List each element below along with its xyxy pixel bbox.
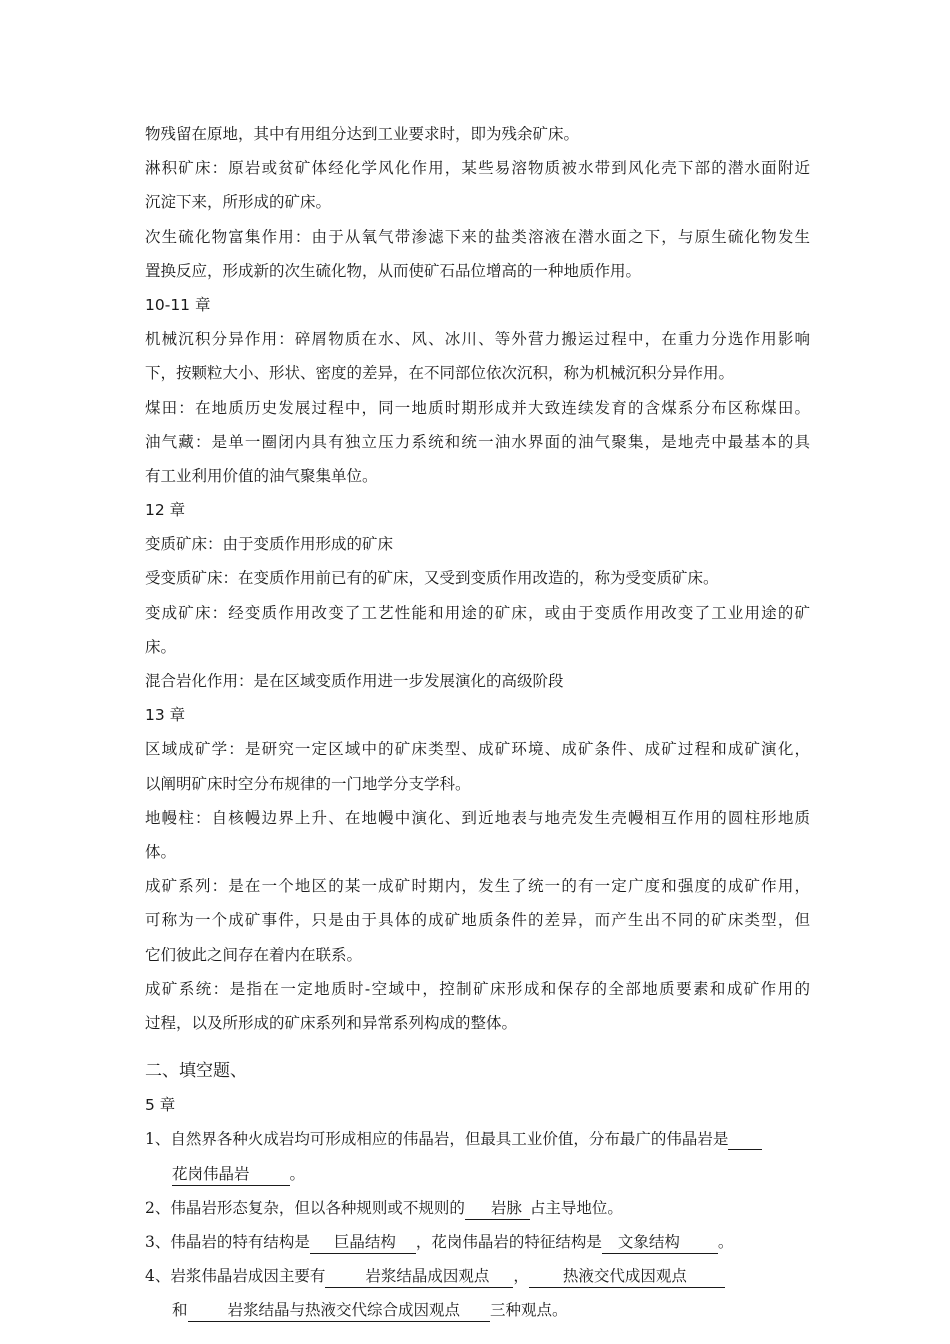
answer-text: 岩浆结晶与热液交代综合成因观点 — [188, 1299, 491, 1322]
question-text: 占主导地位。 — [529, 1198, 623, 1217]
question-text: 3、伟晶岩的特有结构是 — [145, 1233, 310, 1251]
text-line: 受变质矿床：在变质作用前已有的矿床，又受到变质作用改造的，称为受变质矿床。 — [145, 569, 719, 588]
question-text: ， — [513, 1267, 529, 1286]
question-text: 2、伟晶岩形态复杂，但以各种规则或不规则的 — [145, 1198, 465, 1217]
text-line: 煤田：在地质历史发展过程中，同一地质时期形成并大致连续发育的含煤系分布区称煤田。 — [145, 398, 810, 417]
question-1 — [145, 1122, 810, 1156]
page-content — [145, 117, 810, 1328]
answer-text: 热液交代成因观点 — [529, 1265, 725, 1288]
answer-blank — [728, 1129, 762, 1150]
text-line: 油气藏：是单一圈闭内具有独立压力系统和统一油水界面的油气聚集，是地壳中最基本的具 — [145, 432, 810, 451]
text-line: 可称为一个成矿事件，只是由于具体的成矿地质条件的差异，而产生出不同的矿床类型，但 — [145, 911, 810, 930]
question-text: 三种观点。 — [490, 1301, 568, 1320]
answer-text: 文象结构 — [602, 1231, 718, 1254]
question-1-continued — [145, 1157, 810, 1191]
text-line: 变成矿床：经变质作用改变了工艺性能和用途的矿床，或由于变质作用改变了工业用途的矿 — [145, 603, 810, 622]
text-line: 成矿系列：是在一个地区的某一成矿时期内，发生了统一的有一定广度和强度的成矿作用， — [145, 877, 810, 896]
chapter-heading: 12 章 — [145, 501, 186, 520]
section-gap — [145, 1040, 810, 1054]
chapter-heading: 5 章 — [145, 1096, 176, 1115]
text-line: 地幔柱：自核幔边界上升、在地幔中演化、到近地表与地壳发生壳幔相互作用的圆柱形地质 — [145, 808, 810, 827]
answer-text: 岩脉 — [465, 1197, 530, 1220]
question-text: 1、自然界各种火成岩均可形成相应的伟晶岩，但最具工业价值，分布最广的伟晶岩是 — [145, 1130, 729, 1149]
question-4-continued — [145, 1293, 810, 1327]
text-line: 机械沉积分异作用：碎屑物质在水、风、冰川、等外营力搬运过程中，在重力分选作用影响 — [145, 330, 810, 349]
answer-text: 花岗伟晶岩 — [172, 1163, 290, 1186]
question-text: 。 — [289, 1164, 306, 1183]
question-4 — [145, 1259, 810, 1293]
text-line: 有工业利用价值的油气聚集单位。 — [145, 466, 378, 485]
chapter-heading: 10-11 章 — [145, 295, 211, 314]
answer-text: 巨晶结构 — [310, 1231, 416, 1254]
text-line: 区域成矿学：是研究一定区域中的矿床类型、成矿环境、成矿条件、成矿过程和成矿演化， — [145, 740, 810, 759]
text-line: 床。 — [145, 637, 177, 656]
section-heading: 二、填空题、 — [145, 1061, 247, 1082]
question-text: 和 — [172, 1301, 188, 1320]
text-line: 混合岩化作用：是在区域变质作用进一步发展演化的高级阶段 — [145, 672, 564, 690]
question-text: ，花岗伟晶岩的特征结构是 — [415, 1233, 602, 1251]
question-text: 4、岩浆伟晶岩成因主要有 — [145, 1267, 326, 1286]
text-line: 下，按颗粒大小、形状、密度的差异，在不同部位依次沉积，称为机械沉积分异作用。 — [145, 364, 735, 383]
answer-text: 岩浆结晶成因观点 — [325, 1265, 513, 1288]
text-line: 次生硫化物富集作用：由于从氧气带渗滤下来的盐类溶液在潜水面之下，与原生硫化物发生 — [145, 227, 810, 246]
question-2 — [145, 1191, 810, 1225]
text-line: 置换反应，形成新的次生硫化物，从而使矿石品位增高的一种地质作用。 — [145, 261, 642, 280]
text-line: 以阐明矿床时空分布规律的一门地学分支学科。 — [145, 774, 471, 793]
text-line: 变质矿床：由于变质作用形成的矿床 — [145, 535, 394, 554]
text-line: 过程，以及所形成的矿床系列和异常系列构成的整体。 — [145, 1013, 518, 1032]
chapter-heading: 13 章 — [145, 706, 186, 725]
text-line: 成矿系统：是指在一定地质时-空域中，控制矿床形成和保存的全部地质要素和成矿作用的 — [145, 979, 810, 998]
text-line: 体。 — [145, 842, 177, 861]
text-line: 它们彼此之间存在着内在联系。 — [145, 945, 363, 964]
question-text: 。 — [717, 1233, 734, 1251]
text-line: 淋积矿床：原岩或贫矿体经化学风化作用，某些易溶物质被水带到风化壳下部的潜水面附近 — [145, 159, 810, 178]
text-line: 物残留在原地，其中有用组分达到工业要求时，即为残余矿床。 — [145, 125, 580, 143]
question-3 — [145, 1225, 810, 1259]
text-line: 沉淀下来，所形成的矿床。 — [145, 193, 332, 212]
